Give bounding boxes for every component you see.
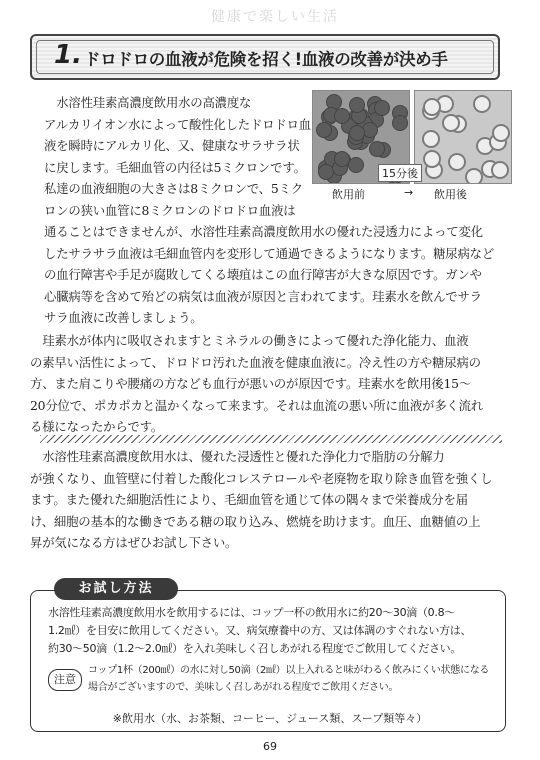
- blood-cell: [423, 98, 441, 116]
- trial-instructions: [48, 604, 471, 658]
- blood-cell: [375, 101, 389, 115]
- instruction-line: 1.2㎖）を目安に飲用してください。又、病気療養中の方、又は体調のすぐれない方は、: [48, 624, 472, 637]
- blood-cell: [317, 123, 331, 137]
- caution-line: コップ1杯（200㎖）の水に対し50滴（2㎖）以上入れると味がわるく飲みにくい状態になる: [88, 665, 490, 676]
- blood-cell: [363, 123, 377, 137]
- blood-cell: [448, 153, 466, 171]
- caution-line: 場合がございますので、美味しく召しあがれる程度でご飲用ください。: [88, 682, 399, 693]
- paragraph-line: アルカリイオン水によって酸性化したドロドロ血: [44, 116, 311, 132]
- paragraph-line: の血行障害や手足が腐敗してくる壊疽はこの血行障害が大きな原因です。ガンや: [44, 267, 482, 282]
- blood-cell: [393, 116, 407, 130]
- before-caption: 飲用前: [332, 188, 365, 201]
- blood-cell: [350, 98, 364, 112]
- paragraph-line: 心臓病等を含めて殆どの病気は血液が原因と言われてます。珪素水を飲んでサラ: [44, 288, 482, 304]
- blood-cell: [350, 126, 364, 140]
- blood-after-image: [414, 90, 512, 184]
- paragraph-line: 珪素水が体内に吸収されますとミネラルの働きによって優れた浄化能力、血液: [30, 333, 469, 348]
- time-badge: 15分後: [378, 164, 422, 182]
- section-number: 1.: [54, 40, 82, 70]
- trial-method-heading: お試し方法: [54, 578, 178, 600]
- blood-cell: [465, 168, 483, 184]
- paragraph-line: ます。また優れた細胞活性により、毛細血管を通じて体の隅々まで栄養成分を届: [30, 492, 468, 507]
- paragraph-3: [30, 446, 492, 554]
- paragraph-line: け、細胞の基本的な働きである糖の取り込み、燃焼を助けます。血圧、血糖値の上: [30, 513, 481, 529]
- paragraph-line: 私達の血液細胞の大きさは8ミクロンで、5ミク: [44, 181, 303, 196]
- paragraph-line: したサラサラ血液は毛細血管内を変形して通過できるようになります。糖尿病など: [44, 245, 495, 261]
- paragraph-line: サラ血液に改善しましょう。: [44, 310, 203, 325]
- blood-cell: [327, 95, 341, 109]
- paragraph-line: 通ることはできませんが、水溶性珪素高濃度飲用水の優れた浸透力によって変化: [44, 224, 483, 239]
- blood-cell-figure: [312, 90, 512, 200]
- blood-cell: [422, 130, 440, 148]
- paragraph-line: 水溶性珪素高濃度飲用水の高濃度な: [44, 95, 252, 110]
- caution-text: [88, 662, 489, 696]
- blood-cell: [491, 161, 509, 179]
- blood-cell: [492, 124, 510, 142]
- blood-cell: [349, 158, 363, 172]
- hatched-divider: [40, 435, 502, 443]
- blood-cell: [442, 114, 460, 132]
- blood-cell: [423, 150, 441, 168]
- drinking-water-footnote: ※飲用水（水、お茶類、コーヒー、ジュース類、スープ類等々）: [112, 712, 428, 725]
- paragraph-line: 20分位で、ポカポカと温かくなって来ます。それは血流の悪い所に血液が多く流れ: [30, 397, 483, 413]
- paragraph-line: が強くなり、血管壁に付着した酸化コレステロールや老廃物を取り除き血管を強くし: [30, 470, 493, 486]
- page-number: 69: [263, 740, 277, 753]
- paragraph-2: [30, 330, 483, 438]
- blood-cell: [319, 165, 333, 179]
- blood-cell: [335, 109, 349, 123]
- arrow-caption: →: [404, 186, 414, 199]
- paragraph-line: の素早い活性によって、ドロドロ汚れた血液を健康血液に。冷え性の方や糖尿病の: [30, 354, 481, 370]
- paragraph-line: る様になったからです。: [30, 419, 163, 434]
- paragraph-line: 水溶性珪素高濃度飲用水は、優れた浸透性と優れた浄化力で脂肪の分解力: [30, 449, 445, 464]
- blood-cell: [335, 152, 349, 166]
- paragraph-line: 方、また肩こりや腰痛の方なども血行が悪いのが原因です。珪素水を飲用後15～: [30, 376, 472, 391]
- blood-cell: [370, 142, 384, 156]
- paragraph-line: 昇が気になる方はぜひお試し下さい。: [30, 535, 238, 550]
- section-title: ドロドロの血液が危険を招く!血液の改善が決め手: [84, 50, 448, 69]
- caution-badge: 注意: [48, 669, 82, 691]
- paragraph-line: ロンの狭い血管に8ミクロンのドロドロ血液は: [44, 202, 296, 218]
- after-caption: 飲用後: [434, 188, 467, 201]
- paragraph-line: に戻します。毛細血管の内径は5ミクロンです。: [44, 159, 306, 175]
- blood-cell: [473, 95, 491, 113]
- section-title-banner: [30, 34, 500, 80]
- paragraph-line: 液を瞬時にアルカリ化、又、健康なサラサラ状: [44, 138, 300, 153]
- instruction-line: 約30～50滴（1.2～2.0㎖）を入れ美味しく召しあがれる程度でご飲用してください。: [48, 642, 462, 655]
- faded-header-text: 健康で楽しい生活: [211, 9, 339, 25]
- instruction-line: 水溶性珪素高濃度飲用水を飲用するには、コップ一杯の飲用水に約20～30滴（0.8～: [48, 606, 455, 619]
